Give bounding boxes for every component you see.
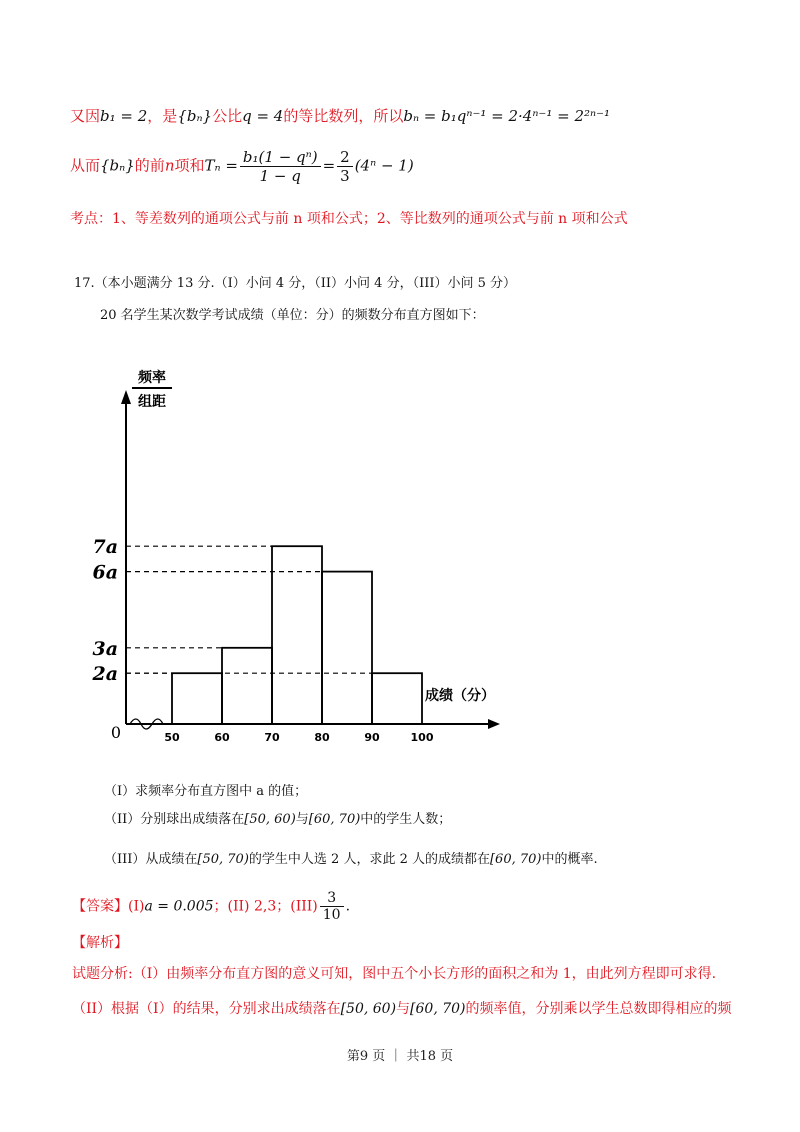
y-axis-label-bottom: 组距 <box>138 394 166 410</box>
x-tick-label-100: 100 <box>410 731 434 744</box>
x-tick-label-90: 90 <box>364 731 380 744</box>
y-tick-label-2a: 2a <box>92 663 118 686</box>
page-footer: 第9 页 ｜ 共18 页 <box>346 1049 454 1064</box>
analysis-line-2: （II）根据（I）的结果，分别求出成绩落在[50, 60)与[60, 70)的频率值，分别乘以学生总数即得相应的频 <box>72 1001 732 1017</box>
histogram-bar-50-60 <box>172 673 222 724</box>
x-tick-label-70: 70 <box>264 731 280 744</box>
kaodian-line: 考点：1、等差数列的通项公式与前 n 项和公式；2、等比数列的通项公式与前 n 项和公式 <box>70 211 628 227</box>
answer-line: 【答案】(I)a = 0.005；(II) 2,3；(III) $\frac{3}{10}$ . <box>72 890 351 923</box>
y-axis-label-top: 频率 <box>138 370 166 386</box>
x-tick-label-60: 60 <box>214 731 230 744</box>
histogram-bar-70-80 <box>272 546 322 724</box>
y-tick-label-6a: 6a <box>92 561 118 584</box>
x-tick-label-50: 50 <box>164 731 180 744</box>
histogram-bar-80-90 <box>322 572 372 724</box>
y-tick-label-7a: 7a <box>92 536 118 559</box>
x-axis-label: 成绩（分） <box>425 688 495 704</box>
solution-line-1: 又因b₁ = 2，是{bₙ}公比q = 4的等比数列，所以bₙ = b₁qⁿ⁻¹ = 2·4ⁿ⁻¹ = 2²ⁿ⁻¹ <box>70 107 611 125</box>
solution-line-2: 从而{bₙ}的前n项和Tₙ = $\frac{\text{b₁(1 − qⁿ)}}{1 - q}$ = $\frac{2}{3}$ (4ⁿ − 1) <box>70 148 414 185</box>
analysis-line-1: 试题分析:（I）由频率分布直方图的意义可知，图中五个小长方形的面积之和为 1，由此列方程即可求得. <box>72 966 717 982</box>
question-2: （II）分别球出成绩落在[50, 60)与[60, 70)中的学生人数； <box>104 812 452 827</box>
frequency-histogram <box>60 360 540 750</box>
histogram-bar-90-100 <box>372 673 422 724</box>
problem-header: 17.（本小题满分 13 分.（I）小问 4 分，（II）小问 4 分，（III）小问 5 分） <box>74 276 517 291</box>
question-3: （III）从成绩在[50, 70)的学生中人选 2 人，求此 2 人的成绩都在[60, 70)中的概率. <box>104 852 598 867</box>
question-1: （I）求频率分布直方图中 a 的值； <box>104 784 308 799</box>
histogram-bar-60-70 <box>222 648 272 724</box>
y-axis-arrow <box>121 390 131 404</box>
jiexi-label: 【解析】 <box>72 935 128 951</box>
problem-intro: 20 名学生某次数学考试成绩（单位：分）的频数分布直方图如下： <box>100 308 485 323</box>
y-tick-label-3a: 3a <box>92 637 118 660</box>
origin-label: 0 <box>110 723 122 742</box>
x-axis-arrow <box>488 719 500 729</box>
x-tick-label-80: 80 <box>314 731 330 744</box>
